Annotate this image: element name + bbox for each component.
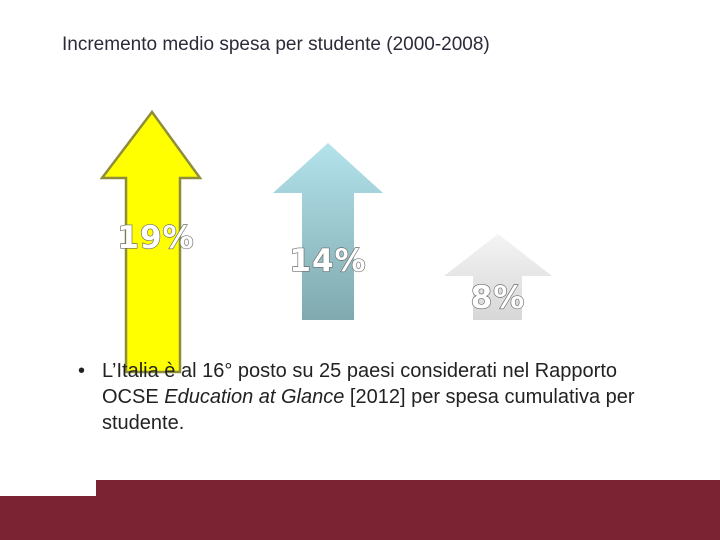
footer-bar-right (96, 480, 720, 540)
bullet-dot: • (78, 360, 86, 382)
arrow-8-label: 8% (470, 280, 526, 316)
bullet-text-start: L’Italia è al 16° posto su 25 paesi considerati nel Rapporto OCSE (102, 360, 617, 408)
arrow-14-percent (273, 143, 383, 320)
bullet-text-end: [2012] per spesa cumulativa per studente. (102, 386, 635, 434)
arrow-14-shape (273, 143, 383, 320)
bullet-point (78, 358, 638, 436)
arrow-14-label: 14% (289, 243, 367, 279)
bullet-text-report-name: Education at Glance (164, 386, 345, 408)
slide-title: Incremento medio spesa per studente (2000-2008) (62, 34, 490, 55)
arrow-8-percent (444, 234, 552, 320)
footer-bar-left (0, 496, 96, 540)
bullet-text (102, 358, 638, 436)
arrow-19-percent (102, 112, 200, 372)
arrow-19-label: 19% (117, 220, 195, 256)
